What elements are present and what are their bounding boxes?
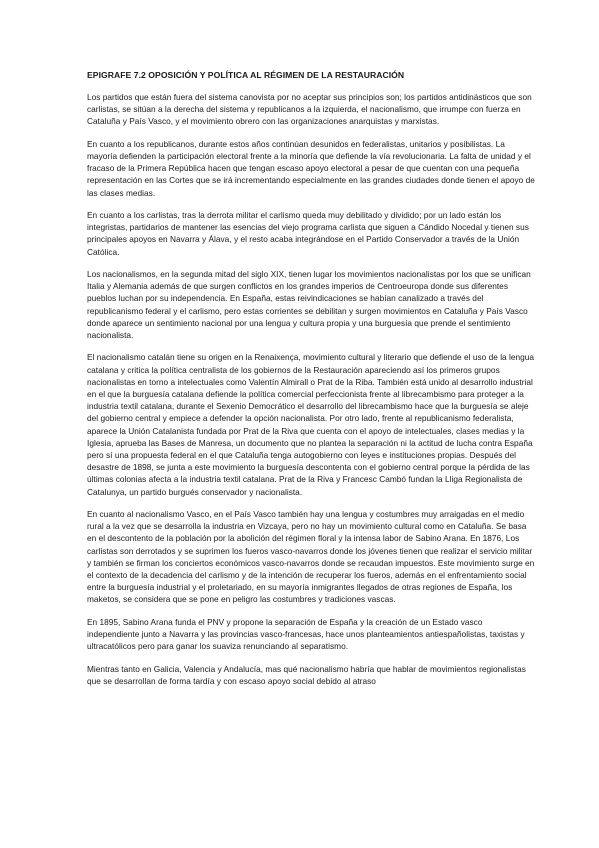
paragraph-regionalisms: Mientras tanto en Galicia, Valencia y Andalucía, mas qué nacionalismo habría que hablar de movimientos regionalistas que se desarrollan de forma tardía y con escaso apoyo social debido al atraso <box>87 663 526 686</box>
paragraph-basque-nationalism: En cuanto al nacionalismo Vasco, en el País Vasco también hay una lengua y costumbres muy arraigadas en el medio rural a la vez que se desarrolla la industria en Vizcaya, pero no hay un movimiento cultural como en Cataluña. Se basa en el descontento de la población por la abolición del régimen floral y la intensa labor de Sabino Arana. En 1876, Los carlistas son derrotados y se suprimen los fueros vasco-navarros donde los jóvenes tienen que realizar el servicio militar y también se firman los conciertos económicos vasco-navarros donde se recaudan impuestos. Este movimiento surge en el contexto de la decadencia del carlismo y de la intención de recuperar los fueros, además en el enfrentamiento social entre la burguesía industrial y el proletariado, en su mayoría inmigrantes llegados de otras regiones de España, los maketos, se considera que se pone en peligro las costumbres y tradiciones vascas. <box>87 509 535 605</box>
paragraph-catalan-nationalism: El nacionalismo catalán tiene su origen en la Renaixença, movimiento cultural y literario que defiende el uso de la lengua catalana y critica la política centralista de los gobiernos de la Restauración apareciendo así los primeros grupos nacionalistas en torno a intelectuales como Valentín Almirall o Prat de la Riba. También está unido al desarrollo industrial en el que la burguesía catalana defiende la política comercial perfeccionista frente al librecambismo para proteger a la industria textil catalana, durante el Sexenio Democrático el desarrollo del librecambismo hace que la burguesía se aleje del gobierno central y empiece a defender la opción nacionalista. Por otro lado, frente al republicanismo federalista, aparece la Unión Catalanista fundada por Prat de la Riva que cuenta con el apoyo de intelectuales, clases medias y la Iglesia, aprueba las Bases de Manresa, un documento que no plantea la separación ni la actitud de lucha contra España pero sí una propuesta federal en el que Cataluña tenga autogobierno con leyes e instituciones propias. Después del desastre de 1898, se junta a este movimiento la burguesía descontenta con el gobierno central porque la pérdida de las últimas colonias afecta a la industria textil catalana. Prat de la Riva y Francesc Cambó fundan la Lliga Regionalista de Catalunya, un partido burgués conservador y nacionalista. <box>87 352 535 497</box>
document-title: EPIGRAFE 7.2 OPOSICIÓN Y POLÍTICA AL RÉGIMEN DE LA RESTAURACIÓN <box>87 70 405 80</box>
paragraph-opposition-parties: Los partidos que están fuera del sistema canovista por no aceptar sus principios son; los partidos antidinásticos que son carlistas, se sitúan a la derecha del sistema y republicanos a la izquierda, el nacionalismo, que irrumpe con fuerza en Cataluña y País Vasco, y el movimiento obrero con las organizaciones anarquistas y marxistas. <box>87 92 532 127</box>
paragraph-pnv: En 1895, Sabino Arana funda el PNV y propone la separación de España y la creación de un Estado vasco independiente junto a Navarra y las provincias vasco-francesas, hace unos planteamientos antiespañolistas, taxistas y ultracatólicos pero para ganar los suaviza renunciando al separatismo. <box>87 616 525 652</box>
paragraph-nationalisms: Los nacionalismos, en la segunda mitad del siglo XIX, tienen lugar los movimientos nacionalistas por los que se unifican Italia y Alemania además de que surgen conflictos en los grandes imperios de Centroeuropa donde sus diferentes pueblos luchan por su independencia. En España, estas reivindicaciones se habían canalizado a través del republicanismo federal y el carlismo, pero estas corrientes se debilitan y surgen movimientos en Cataluña y País Vasco donde aparece un sentimiento nacional por una lengua y cultura propia y una burguesía que prende el sentimiento nacionalista. <box>87 269 531 341</box>
paragraph-republicans: En cuanto a los republicanos, durante estos años continúan desunidos en federalistas, unitarios y posibilistas. La mayoría defienden la participación electoral frente a la minoría que defiende la vía revolucionaria. La falta de unidad y el fracaso de la Primera República hacen que tengan escaso apoyo electoral a pesar de que cuentan con una pequeña representación en las Cortes que se irá incrementando especialmente en las grandes ciudades donde tienen el apoyo de las clases medias. <box>87 138 535 198</box>
paragraph-carlists: En cuanto a los carlistas, tras la derrota militar el carlismo queda muy debilitado y dividido; por un lado están los integristas, partidarios de mantener las esencias del viejo programa carlista que siguen a Cándido Nocedal y tienen sus principales apoyos en Navarra y Álava, y el resto acaba integrándose en el Partido Conservador a través de la Unión Católica. <box>87 210 529 257</box>
